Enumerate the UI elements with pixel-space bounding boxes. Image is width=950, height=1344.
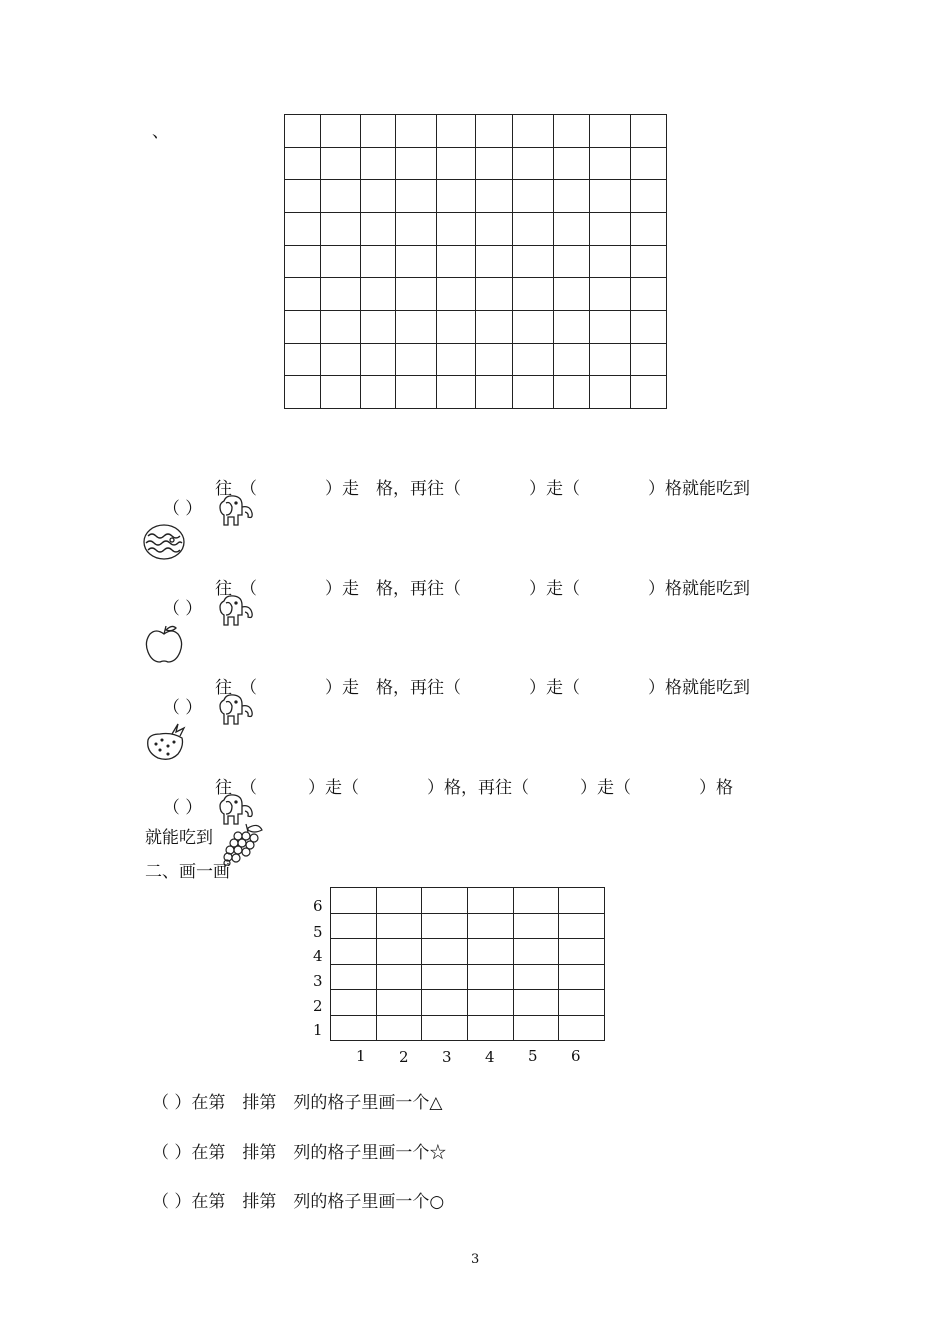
grid-cell[interactable] — [285, 278, 321, 311]
grid-cell[interactable] — [559, 1015, 605, 1041]
grid-cell[interactable] — [436, 343, 476, 376]
grid-cell[interactable] — [630, 180, 666, 213]
grid-cell[interactable] — [422, 888, 468, 914]
apple-icon — [142, 622, 188, 670]
grid-cell[interactable] — [513, 147, 554, 180]
grid-cell[interactable] — [476, 343, 513, 376]
grid-cell[interactable] — [467, 990, 513, 1016]
grid-cell[interactable] — [630, 343, 666, 376]
strawberry-icon — [142, 722, 188, 766]
grid-cell[interactable] — [554, 310, 590, 343]
question-4-continued: 就能吃到 — [145, 828, 213, 848]
grid-cell[interactable] — [331, 913, 377, 939]
grid-cell[interactable] — [513, 310, 554, 343]
grid-cell[interactable] — [360, 310, 395, 343]
grid-row — [285, 180, 667, 213]
grid-cell[interactable] — [590, 147, 631, 180]
grid-cell[interactable] — [320, 245, 360, 278]
grid-row — [331, 939, 605, 965]
grid-cell[interactable] — [513, 939, 559, 965]
grid-cell[interactable] — [476, 115, 513, 148]
grid-cell[interactable] — [320, 376, 360, 409]
grid-cell[interactable] — [513, 212, 554, 245]
grid-row — [331, 990, 605, 1016]
grid-cell[interactable] — [320, 212, 360, 245]
grid-cell[interactable] — [590, 115, 631, 148]
grid-cell[interactable] — [320, 147, 360, 180]
grid-cell[interactable] — [476, 278, 513, 311]
grid-cell[interactable] — [436, 245, 476, 278]
grid-cell[interactable] — [320, 278, 360, 311]
grid-cell[interactable] — [331, 990, 377, 1016]
grid-cell[interactable] — [590, 212, 631, 245]
grid-row — [285, 245, 667, 278]
grid-cell[interactable] — [360, 343, 395, 376]
grid-cell[interactable] — [513, 115, 554, 148]
grid-cell[interactable] — [360, 245, 395, 278]
grid-cell[interactable] — [467, 888, 513, 914]
draw-question-star: （ ）在第 排第 列的格子里画一个☆ — [152, 1143, 447, 1163]
section-2-title: 二、画一画 — [145, 862, 230, 882]
grid-cell[interactable] — [630, 310, 666, 343]
grid-cell[interactable] — [331, 939, 377, 965]
grid-cell[interactable] — [395, 212, 436, 245]
grid-cell[interactable] — [513, 990, 559, 1016]
grid-cell[interactable] — [285, 343, 321, 376]
grid-cell[interactable] — [590, 310, 631, 343]
grid-cell[interactable] — [476, 245, 513, 278]
text-wang: 往 — [215, 479, 232, 499]
grid-cell[interactable] — [320, 343, 360, 376]
grid-cell[interactable] — [360, 115, 395, 148]
grid-cell[interactable] — [320, 115, 360, 148]
grid-cell[interactable] — [476, 180, 513, 213]
top-mark: 、 — [152, 122, 169, 142]
answer-paren[interactable]: （ ） — [162, 798, 203, 818]
grid-cell[interactable] — [467, 964, 513, 990]
grid-cell[interactable] — [590, 278, 631, 311]
grid-cell[interactable] — [395, 180, 436, 213]
grid-row — [331, 1015, 605, 1041]
grid-row — [285, 147, 667, 180]
grid-row — [285, 278, 667, 311]
text-wang: 往 — [215, 678, 232, 698]
grid-cell[interactable] — [360, 278, 395, 311]
grid-cell[interactable] — [630, 376, 666, 409]
text-wang: 往 — [215, 579, 232, 599]
grid-cell[interactable] — [476, 212, 513, 245]
grid-cell[interactable] — [467, 1015, 513, 1041]
question-text: （ ）走 格，再往（ ）走（ ）格就能吃到 — [240, 678, 750, 698]
grid-cell[interactable] — [320, 180, 360, 213]
col-label: 3 — [442, 1048, 452, 1066]
row-label: 6 — [313, 897, 323, 915]
grid-cell[interactable] — [513, 1015, 559, 1041]
row-label: 4 — [313, 947, 323, 965]
col-label: 1 — [356, 1047, 366, 1065]
grid-row — [285, 376, 667, 409]
row-label: 1 — [313, 1021, 323, 1039]
grid-cell[interactable] — [513, 376, 554, 409]
grid-row — [331, 913, 605, 939]
grid-cell[interactable] — [285, 310, 321, 343]
grid-cell[interactable] — [630, 212, 666, 245]
grid-cell[interactable] — [590, 343, 631, 376]
grid-cell[interactable] — [376, 964, 422, 990]
col-label: 5 — [528, 1047, 538, 1065]
grid-row — [285, 310, 667, 343]
grid-cell[interactable] — [395, 278, 436, 311]
grid-cell[interactable] — [590, 376, 631, 409]
grid-cell[interactable] — [513, 343, 554, 376]
grid-cell[interactable] — [554, 245, 590, 278]
grid-cell[interactable] — [422, 1015, 468, 1041]
grid-cell[interactable] — [630, 115, 666, 148]
answer-paren[interactable]: （ ） — [162, 599, 203, 619]
grid-cell[interactable] — [554, 376, 590, 409]
grid-cell[interactable] — [554, 278, 590, 311]
grid-cell[interactable] — [436, 180, 476, 213]
row-label: 5 — [313, 923, 323, 941]
grid-cell[interactable] — [630, 278, 666, 311]
grid-cell[interactable] — [559, 888, 605, 914]
question-text: （ ）走 格，再往（ ）走（ ）格就能吃到 — [240, 479, 750, 499]
grid-cell[interactable] — [630, 245, 666, 278]
grid-cell[interactable] — [360, 180, 395, 213]
grid-cell[interactable] — [395, 343, 436, 376]
grid-cell[interactable] — [331, 964, 377, 990]
grid-cell[interactable] — [395, 376, 436, 409]
answer-paren[interactable]: （ ） — [162, 499, 203, 519]
grid-cell[interactable] — [513, 964, 559, 990]
grid-cell[interactable] — [476, 147, 513, 180]
grid-cell[interactable] — [590, 245, 631, 278]
grid-cell[interactable] — [285, 245, 321, 278]
col-label: 4 — [485, 1048, 495, 1066]
grid-row — [331, 964, 605, 990]
grid-cell[interactable] — [360, 376, 395, 409]
grid-cell[interactable] — [436, 115, 476, 148]
grid-cell[interactable] — [513, 278, 554, 311]
grid-cell[interactable] — [422, 913, 468, 939]
grid-cell[interactable] — [285, 180, 321, 213]
big-grid — [284, 114, 667, 409]
watermelon-icon — [142, 522, 188, 566]
grid-cell[interactable] — [395, 310, 436, 343]
col-label: 6 — [571, 1047, 581, 1065]
row-label: 2 — [313, 997, 323, 1015]
grid-cell[interactable] — [285, 147, 321, 180]
grid-cell[interactable] — [467, 939, 513, 965]
grid-cell[interactable] — [376, 888, 422, 914]
small-grid — [330, 887, 605, 1041]
grid-cell[interactable] — [554, 343, 590, 376]
grid-cell[interactable] — [559, 964, 605, 990]
question-text: （ ）走（ ）格，再往（ ）走（ ）格 — [240, 778, 733, 798]
grid-cell[interactable] — [436, 278, 476, 311]
grid-cell[interactable] — [376, 1015, 422, 1041]
grid-cell[interactable] — [559, 990, 605, 1016]
grid-cell[interactable] — [554, 115, 590, 148]
grid-cell[interactable] — [285, 212, 321, 245]
text-wang: 往 — [215, 778, 232, 798]
grid-cell[interactable] — [513, 913, 559, 939]
grid-cell[interactable] — [395, 115, 436, 148]
grid-cell[interactable] — [285, 376, 321, 409]
grid-cell[interactable] — [422, 939, 468, 965]
grid-cell[interactable] — [559, 939, 605, 965]
draw-question-triangle: （ ）在第 排第 列的格子里画一个△ — [152, 1093, 443, 1113]
grid-cell[interactable] — [476, 310, 513, 343]
grid-cell[interactable] — [554, 147, 590, 180]
grid-cell[interactable] — [513, 245, 554, 278]
grid-cell[interactable] — [285, 115, 321, 148]
grid-cell[interactable] — [376, 939, 422, 965]
grid-cell[interactable] — [554, 212, 590, 245]
grid-row — [285, 115, 667, 148]
grid-cell[interactable] — [559, 913, 605, 939]
grid-cell[interactable] — [513, 180, 554, 213]
grid-cell[interactable] — [590, 180, 631, 213]
grid-row — [285, 212, 667, 245]
grid-cell[interactable] — [554, 180, 590, 213]
grid-cell[interactable] — [467, 913, 513, 939]
grid-cell[interactable] — [436, 147, 476, 180]
answer-paren[interactable]: （ ） — [162, 698, 203, 718]
grid-row — [331, 888, 605, 914]
grid-cell[interactable] — [513, 888, 559, 914]
grid-cell[interactable] — [376, 913, 422, 939]
grid-cell[interactable] — [360, 212, 395, 245]
grid-cell[interactable] — [331, 1015, 377, 1041]
col-label: 2 — [399, 1048, 409, 1066]
grid-cell[interactable] — [360, 147, 395, 180]
draw-question-circle: （ ）在第 排第 列的格子里画一个○ — [152, 1192, 445, 1212]
grid-cell[interactable] — [436, 310, 476, 343]
grid-cell[interactable] — [476, 376, 513, 409]
question-text: （ ）走 格，再往（ ）走（ ）格就能吃到 — [240, 579, 750, 599]
grid-cell[interactable] — [630, 147, 666, 180]
page-number: 3 — [471, 1252, 480, 1267]
grid-cell[interactable] — [436, 376, 476, 409]
grid-cell[interactable] — [436, 212, 476, 245]
grid-cell[interactable] — [320, 310, 360, 343]
grid-cell[interactable] — [395, 245, 436, 278]
row-label: 3 — [313, 972, 323, 990]
grid-row — [285, 343, 667, 376]
grid-cell[interactable] — [422, 964, 468, 990]
grid-cell[interactable] — [331, 888, 377, 914]
grid-cell[interactable] — [376, 990, 422, 1016]
grid-cell[interactable] — [395, 147, 436, 180]
grid-cell[interactable] — [422, 990, 468, 1016]
